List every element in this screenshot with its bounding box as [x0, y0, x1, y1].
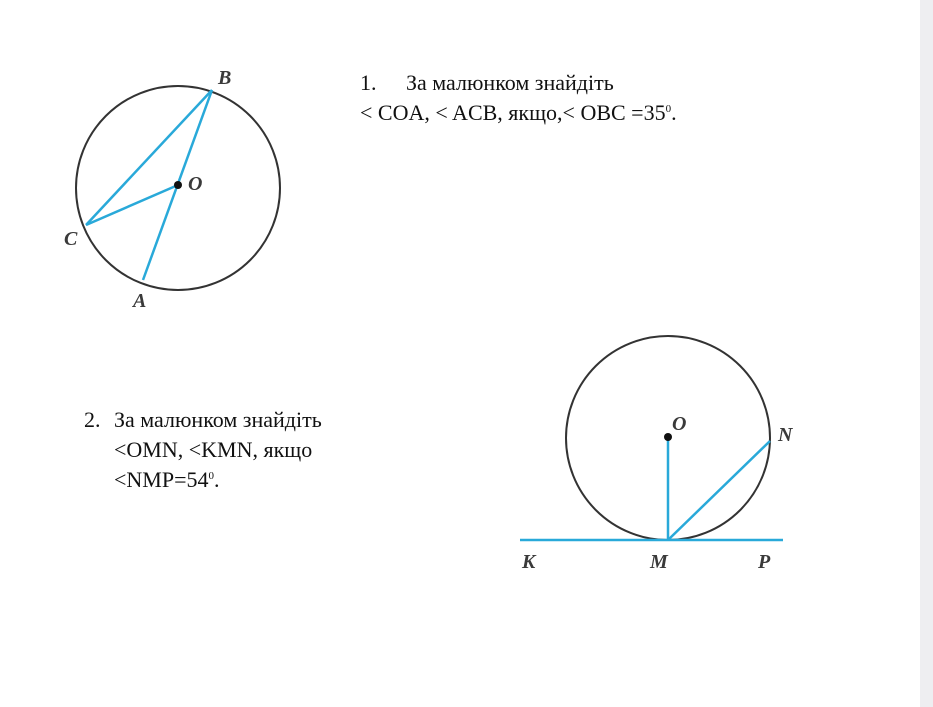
task-2-period: .	[214, 467, 220, 492]
center-point-O-2	[664, 433, 672, 441]
degree-superscript-2: 0	[208, 470, 214, 482]
task-2-line-3	[84, 465, 322, 495]
figure-2-tangent-diagram	[520, 336, 794, 573]
task-1-line-1	[360, 68, 677, 98]
label-C: C	[64, 228, 78, 250]
label-N: N	[778, 424, 793, 446]
task-1-text	[360, 68, 677, 128]
task-2-line-1	[84, 405, 322, 435]
label-P: P	[758, 551, 771, 573]
label-O-2: O	[672, 413, 687, 435]
task-2-text	[84, 405, 322, 495]
center-point-O	[174, 181, 182, 189]
degree-superscript-1: 0	[665, 103, 672, 115]
segment-BC	[86, 90, 212, 225]
task-2-line-2	[84, 435, 322, 465]
task-2-number: 2.	[84, 407, 101, 432]
label-A: A	[133, 290, 147, 312]
label-O: O	[188, 173, 203, 195]
label-B: B	[218, 67, 232, 89]
task-1-prompt: За малюнком знайдіть	[406, 70, 614, 95]
task-1-line-2	[360, 98, 677, 128]
label-K: K	[522, 551, 536, 573]
task-2-condition: <NMP=54	[114, 467, 209, 492]
task-1-period: .	[671, 100, 677, 125]
task-2-angles: <OMN, <KMN, якщо	[114, 437, 313, 462]
scrollbar-track[interactable]	[920, 0, 933, 707]
task-1-number: 1.	[360, 70, 377, 95]
task-2-prompt: За малюнком знайдіть	[114, 407, 322, 432]
task-1-condition: < COA, < ACB, якщо,< OBC =35	[360, 100, 666, 125]
label-M: M	[650, 551, 668, 573]
